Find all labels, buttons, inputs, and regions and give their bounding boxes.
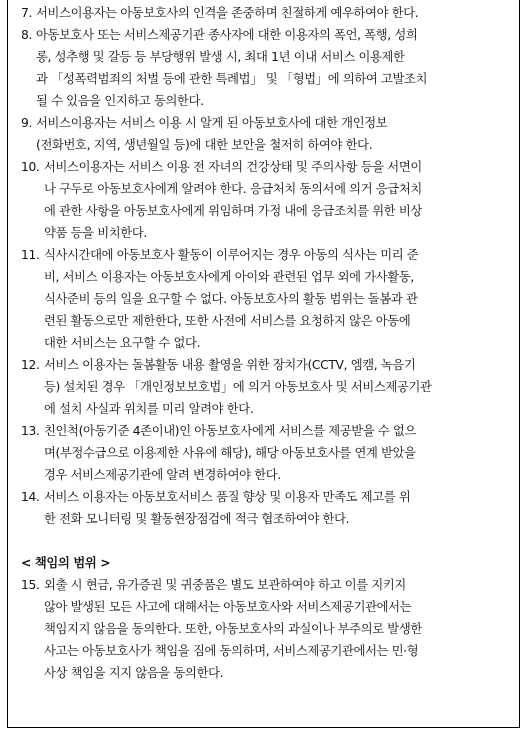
- clause-line: 서비스이용자는 아동보호사의 인격을 존중하며 친절하게 예우하여야 한다.: [36, 6, 419, 20]
- clause-line: 서비스이용자는 서비스 이용 시 알게 된 아동보호사에 대한 개인정보: [36, 116, 388, 130]
- clause-line: 련된 활동으로만 제한한다, 또한 사전에 서비스를 요청하지 않은 아동에: [44, 314, 411, 328]
- clause-line: 경우 서비스제공기관에 알려 변경하여야 한다.: [44, 468, 281, 482]
- clause-number: 10.: [21, 160, 40, 174]
- clause-line: 에 관한 사항을 아동보호사에게 위임하며 가정 내에 응급조치를 위한 비상: [44, 204, 422, 218]
- clause-9: [21, 112, 511, 156]
- clause-text: [44, 420, 511, 486]
- clause-text: [44, 156, 511, 244]
- clause-line: 사고는 아동보호사가 책임을 짐에 동의하며, 서비스제공기관에서는 민·형: [44, 644, 419, 658]
- clause-line: 롱, 성추행 및 갈등 등 부당행위 발생 시, 최대 1년 이내 서비스 이용제한: [36, 50, 405, 64]
- clause-line: 아동보호사 또는 서비스제공기관 종사자에 대한 이용자의 폭언, 폭행, 성희: [36, 28, 418, 42]
- clause-15: [21, 574, 511, 684]
- clause-line: 약품 등을 비치한다.: [44, 226, 147, 240]
- clause-line: 서비스 이용자는 아동보호서비스 품질 향상 및 이용자 만족도 제고를 위: [44, 490, 411, 504]
- clause-12: [21, 354, 511, 420]
- clause-text: [44, 486, 511, 530]
- clause-13: [21, 420, 511, 486]
- clause-line: 비, 서비스 이용자는 아동보호사에게 아이와 관련된 업무 외에 가사활동,: [44, 270, 414, 284]
- clause-line: 등) 설치된 경우 「개인정보보호법」에 의거 아동보호사 및 서비스제공기관: [44, 380, 432, 394]
- document-body: [21, 2, 511, 684]
- clause-line: 대한 서비스는 요구할 수 없다.: [44, 336, 201, 350]
- clause-number: 11.: [21, 248, 40, 262]
- clause-line: 서비스이용자는 서비스 이용 전 자녀의 건강상태 및 주의사항 등을 서면이: [44, 160, 422, 174]
- clause-text: [36, 2, 511, 24]
- clause-line: 식사시간대에 아동보호사 활동이 이루어지는 경우 아동의 식사는 미리 준: [44, 248, 419, 262]
- clause-line: 될 수 있음을 인지하고 동의한다.: [36, 94, 204, 108]
- clause-number: 14.: [21, 490, 40, 504]
- clause-number: 7.: [21, 6, 33, 20]
- clause-11: [21, 244, 511, 354]
- clause-line: 서비스 이용자는 돌봄활동 내용 촬영을 위한 장치가(CCTV, 엠캠, 녹음기: [44, 358, 416, 372]
- clause-text: [44, 354, 511, 420]
- clause-number: 12.: [21, 358, 40, 372]
- clause-line: 과 「성폭력범죄의 처벌 등에 관한 특례법」 및 「형법」에 의하여 고발조치: [36, 72, 428, 86]
- clause-line: 사상 책임을 지지 않음을 동의한다.: [44, 666, 224, 680]
- clause-line: 에 설치 사실과 위치를 미리 알려야 한다.: [44, 402, 254, 416]
- clause-14: [21, 486, 511, 530]
- clause-text: [36, 24, 511, 112]
- clause-10: [21, 156, 511, 244]
- clause-line: 책임지지 않음을 동의한다. 또한, 아동보호사의 과실이나 부주의로 발생한: [44, 622, 422, 636]
- clause-line: 한 전화 모니터링 및 활동현장점검에 적극 협조하여야 한다.: [44, 512, 350, 526]
- document-frame: [7, 0, 520, 728]
- clause-text: [44, 574, 511, 684]
- clause-number: 9.: [21, 116, 33, 130]
- clause-8: [21, 24, 511, 112]
- clause-line: 친인척(아동기준 4존이내)인 아동보호사에게 서비스를 제공받을 수 없으: [44, 424, 417, 438]
- clause-7: [21, 2, 511, 24]
- clause-line: 나 구두로 아동보호사에게 알려야 한다. 응급처치 동의서에 의거 응급처치: [44, 182, 422, 196]
- clause-line: 외출 시 현금, 유가증권 및 귀중품은 별도 보관하여야 하고 이를 지키지: [44, 578, 406, 592]
- section-heading: < 책임의 범위 >: [21, 556, 111, 570]
- clause-line: 식사준비 등의 일을 요구할 수 없다. 아동보호사의 활동 범위는 돌봄과 관: [44, 292, 418, 306]
- clause-number: 13.: [21, 424, 40, 438]
- clause-number: 15.: [21, 578, 40, 592]
- clause-line: (전화번호, 지역, 생년월일 등)에 대한 보안을 철저히 하여야 한다.: [36, 138, 373, 152]
- clause-number: 8.: [21, 28, 33, 42]
- clause-line: 며(부정수급으로 이용제한 사유에 해당), 해당 아동보호사를 연계 받았을: [44, 446, 416, 460]
- clause-line: 않아 발생된 모든 사고에 대해서는 아동보호사와 서비스제공기관에서는: [44, 600, 412, 614]
- clause-text: [36, 112, 511, 156]
- clause-text: [44, 244, 511, 354]
